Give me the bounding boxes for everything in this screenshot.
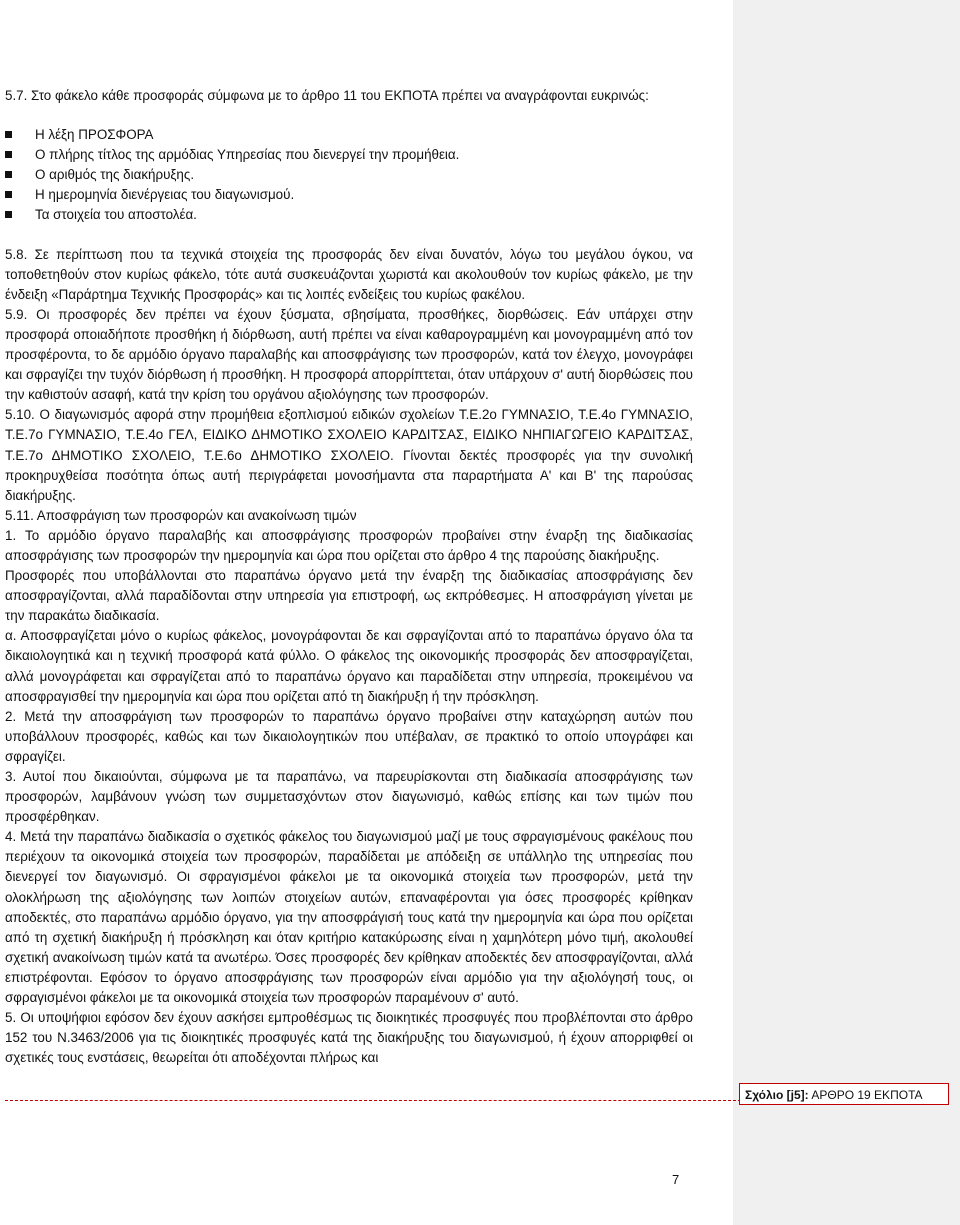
paragraph-late-offers: Προσφορές που υποβάλλονται στο παραπάνω όργανο μετά την έναρξη της διαδικασίας αποσφράγισης δεν αποσφραγίζονται, αλλά παραδίδονται στην υπηρεσία για επιστροφή, ως εκπρόθεσμες. Η αποσφράγιση γίνεται με την παρακάτω διαδικασία. [5,568,693,624]
square-bullet-icon [5,191,12,198]
paragraph-item-1: 1. Το αρμόδιο όργανο παραλαβής και αποσφράγισης προσφορών προβαίνει στην έναρξη της διαδικασίας αποσφράγισης των προσφορών την ημερομηνία και ώρα που ορίζεται στο άρθρο 4 της παρούσης διακήρυξης. [5,527,693,563]
document-body [5,86,693,1068]
paragraph-item-3: 3. Αυτοί που δικαιούνται, σύμφωνα με τα παραπάνω, να παρευρίσκονται στη διαδικασία αποσφράγισης των προσφορών, λαμβάνουν γνώση των συμμετασχόντων στον διαγωνισμό, καθώς επίσης και των τιμών που προσφέρθηκαν. [5,769,693,825]
paragraph-item-4: 4. Μετά την παραπάνω διαδικασία ο σχετικός φάκελος του διαγωνισμού μαζί με τους σφραγισμένους φακέλους που περιέχουν τα οικονομικά στοιχεία των προσφορών, παραδίδεται με απόδειξη σε υπάλληλο της υπηρεσίας που διενεργεί τον διαγωνισμό. Οι σφραγισμένοι φάκελοι με τα οικονομικά στοιχεία των προσφορών, μετά την ολοκλήρωση της αξιολόγησης των λοιπών στοιχείων αυτών, επαναφέρονται για όσες προσφορές κρίθηκαν αποδεκτές, στο παραπάνω αρμόδιο όργανο, για την αποσφράγισή τους κατά την ημερομηνία και ώρα που ορίζεται από τη σχετική διακήρυξη ή πρόσκληση και όταν κριτήριο κατακύρωσης είναι η χαμηλότερη μόνο τιμή, ακολουθεί σχετική ανακοίνωση τιμών κατά τα ανωτέρω. Όσες προσφορές δεν κρίθηκαν αποδεκτές δεν αποσφραγίζονται, αλλά επιστρέφονται. Εφόσον το όργανο αποσφράγισης των προσφορών είναι αρμόδιο για την αξιολόγησή τους, οι σφραγισμένοι φάκελοι με τα οικονομικά στοιχεία των προσφορών παραμένουν σ' αυτό. [5,829,693,1006]
paragraph-item-2: 2. Μετά την αποσφράγιση των προσφορών το παραπάνω όργανο προβαίνει στην καταχώρηση αυτών που υποβάλλουν προσφορές, καθώς και των δικαιολογητικών που υπέβαλαν, σε πρακτικό το οποίο υπογράφει και σφραγίζει. [5,708,693,764]
paragraph-5-10: 5.10. Ο διαγωνισμός αφορά στην προμήθεια εξοπλισμού ειδικών σχολείων Τ.Ε.2ο ΓΥΜΝΑΣΙΟ, Τ.Ε.4ο ΓΥΜΝΑΣΙΟ, Τ.Ε.7ο ΓΥΜΝΑΣΙΟ, Τ.Ε.4ο ΓΕΛ, ΕΙΔΙΚΟ ΔΗΜΟΤΙΚΟ ΣΧΟΛΕΙΟ ΚΑΡΔΙΤΣΑΣ, ΕΙΔΙΚΟ ΝΗΠΙΑΓΩΓΕΙΟ ΚΑΡΔΙΤΣΑΣ, Τ.Ε.7ο ΔΗΜΟΤΙΚΟ ΣΧΟΛΕΙΟ, Τ.Ε.6ο ΔΗΜΟΤΙΚΟ ΣΧΟΛΕΙΟ. Γίνονται δεκτές προσφορές για την συνολική προκηρυχθείσα ποσότητα όπως αυτή περιγράφεται μονοσήμαντα στα παραρτήματα Α' και Β' της παρούσας διακήρυξης. [5,407,693,503]
square-bullet-icon [5,131,12,138]
list-item: Η λέξη ΠΡΟΣΦΟΡΑ [5,125,693,145]
comment-label: Σχόλιο [j5]: [745,1088,809,1102]
comment-connector-line [5,1100,741,1101]
square-bullet-icon [5,171,12,178]
page-number: 7 [672,1172,680,1187]
paragraph-5-9: 5.9. Οι προσφορές δεν πρέπει να έχουν ξύσματα, σβησίματα, προσθήκες, διορθώσεις. Εάν υπάρχει στην προσφορά οποιαδήποτε προσθήκη ή διόρθωση, αυτή πρέπει να είναι καθαρογραμμένη και μονογραμμένη από τον προσφέροντα, το δε αρμόδιο όργανο παραλαβής και αποσφράγισης των προσφορών, κατά τον έλεγχο, μονογράφει και σφραγίζει την τυχόν διόρθωση ή προσθήκη. Η προσφορά απορρίπτεται, όταν υπάρχουν σ' αυτή διορθώσεις που την καθιστούν ασαφή, κατά την κρίση του οργάνου αξιολόγησης των προσφορών. [5,306,693,403]
paragraph-5-8: 5.8. Σε περίπτωση που τα τεχνικά στοιχεία της προσφοράς δεν είναι δυνατόν, λόγω του μεγάλου όγκου, να τοποθετηθούν στον κυρίως φάκελο, τότε αυτά συσκευάζονται χωριστά και ακολουθούν τον κυρίως φάκελο, με την ένδειξη «Παράρτημα Τεχνικής Προσφοράς» και τις λοιπές ενδείξεις του κυρίως φακέλου. [5,246,693,302]
comment-text: ΑΡΘΡΟ 19 ΕΚΠΟΤΑ [811,1088,923,1102]
square-bullet-icon [5,151,12,158]
list-item: Ο πλήρης τίτλος της αρμόδιας Υπηρεσίας που διενεργεί την προμήθεια. [5,145,693,165]
paragraph-item-a: α. Αποσφραγίζεται μόνο ο κυρίως φάκελος, μονογράφονται δε και σφραγίζονται από το παραπάνω όργανο όλα τα δικαιολογητικά και η τεχνική προσφορά κατά φύλλο. Ο φάκελος της οικονομικής προσφοράς δεν αποσφραγίζεται, αλλά μονογράφεται και σφραγίζεται από το παραπάνω όργανο και παραδίδεται στην υπηρεσία, προκειμένου να αποσφραγισθεί την ημερομηνία και ώρα που ορίζεται από τη διακήρυξη ή την πρόσκληση. [5,628,693,704]
paragraph-5-7: 5.7. Στο φάκελο κάθε προσφοράς σύμφωνα με το άρθρο 11 του ΕΚΠΟΤΑ πρέπει να αναγράφονται ευκρινώς: [5,88,649,103]
list-item: Τα στοιχεία του αποστολέα. [5,205,693,225]
paragraph-5-11-heading: 5.11. Αποσφράγιση των προσφορών και ανακοίνωση τιμών [5,507,357,523]
paragraph-item-5: 5. Οι υποψήφιοι εφόσον δεν έχουν ασκήσει εμπροθέσμως τις διοικητικές προσφυγές που προβλέπονται στο άρθρο 152 του Ν.3463/2006 για τις διοικητικές προσφυγές κατά της διακήρυξης του διαγωνισμού, ή έχουν απορριφθεί οι σχετικές τους ενστάσεις, θεωρείται ότι αποδέχονται πλήρως και [5,1010,693,1066]
list-item: Η ημερομηνία διενέργειας του διαγωνισμού. [5,185,693,205]
comment-balloon[interactable] [739,1083,949,1105]
envelope-markings-list [5,125,693,225]
comment-margin [733,0,960,1225]
square-bullet-icon [5,211,12,218]
list-item: Ο αριθμός της διακήρυξης. [5,165,693,185]
